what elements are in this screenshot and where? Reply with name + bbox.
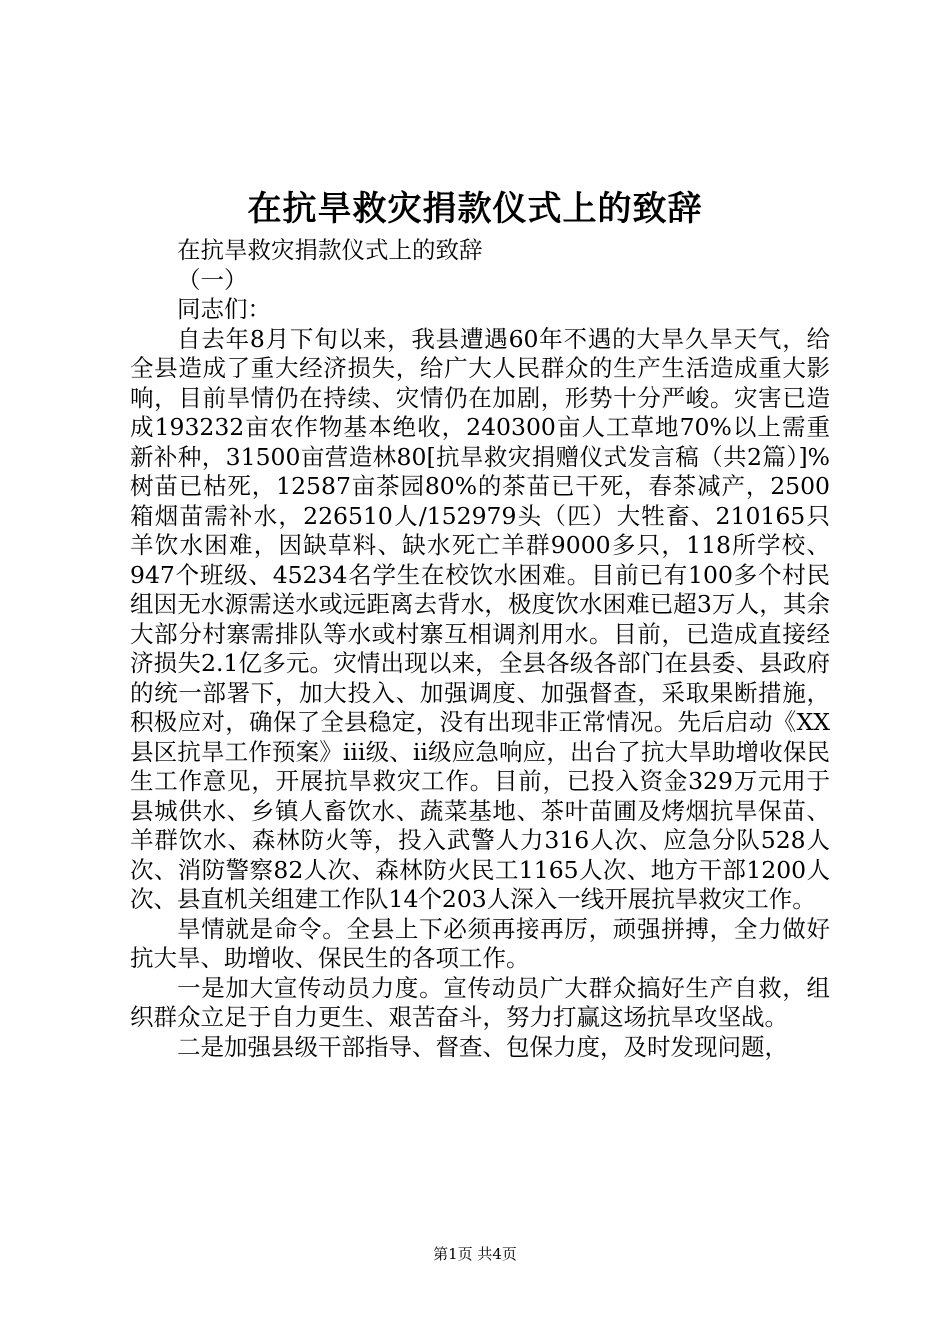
document-body xyxy=(130,236,830,1062)
disaster-situation-paragraph: 自去年8月下旬以来，我县遭遇60年不遇的大旱久旱天气，给全县造成了重大经济损失，给广大人民群众的生产生活造成重大影响，目前旱情仍在持续、灾情仍在加剧，形势十分严峻。灾害已造成193232亩农作物基本绝收，240300亩人工草地70%以上需重新补种，31500亩营造林80[抗旱救灾捐赠仪式发言稿（共2篇）]%树苗已枯死，12587亩茶园80%的茶苗已干死，春茶减产，2500箱烟苗需补水，226510人/152979头（匹）大牲畜、210165只羊饮水困难，因缺草料、缺水死亡羊群9000多只，118所学校、947个班级、45234名学生在校饮水困难。目前已有100多个村民组因无水源需送水或远距离去背水，极度饮水困难已超3万人，其余大部分村寨需排队等水或村寨互相调剂用水。目前，已造成直接经济损失2.1亿多元。灾情出现以来，全县各级各部门在县委、县政府的统一部署下，加大投入、加强调度、加强督查，采取果断措施，积极应对，确保了全县稳定，没有出现非正常情况。先后启动《XX县区抗旱工作预案》ⅲ级、ⅱ级应急响应，出台了抗大旱助增收保民生工作意见，开展抗旱救灾工作。目前，已投入资金329万元用于县城供水、乡镇人畜饮水、蔬菜基地、茶叶苗圃及烤烟抗旱保苗、羊群饮水、森林防火等，投入武警人力316人次、应急分队528人次、消防警察82人次、森林防火民工1165人次、地方干部1200人次、县直机关组建工作队14个203人深入一线开展抗旱救灾工作。 xyxy=(130,324,830,913)
salutation-paragraph: 同志们： xyxy=(177,295,271,323)
measure-one-paragraph: 一是加大宣传动员力度。宣传动员广大群众搞好生产自救，组织群众立足于自力更生、艰苦奋斗，努力打赢这场抗旱攻坚战。 xyxy=(130,973,830,1031)
section-number-paragraph: （一） xyxy=(177,265,248,294)
subtitle-paragraph: 在抗旱救灾捐款仪式上的致辞 xyxy=(177,236,483,264)
measure-two-paragraph: 二是加强县级干部指导、督查、包保力度，及时发现问题， xyxy=(177,1032,788,1061)
page-footer: 第1页 共4页 xyxy=(433,1245,517,1263)
document-title: 在抗旱救灾捐款仪式上的致辞 xyxy=(247,189,703,229)
drought-command-paragraph: 旱情就是命令。全县上下必须再接再厉，顽强拼搏，全力做好抗大旱、助增收、保民生的各项工作。 xyxy=(130,914,830,972)
